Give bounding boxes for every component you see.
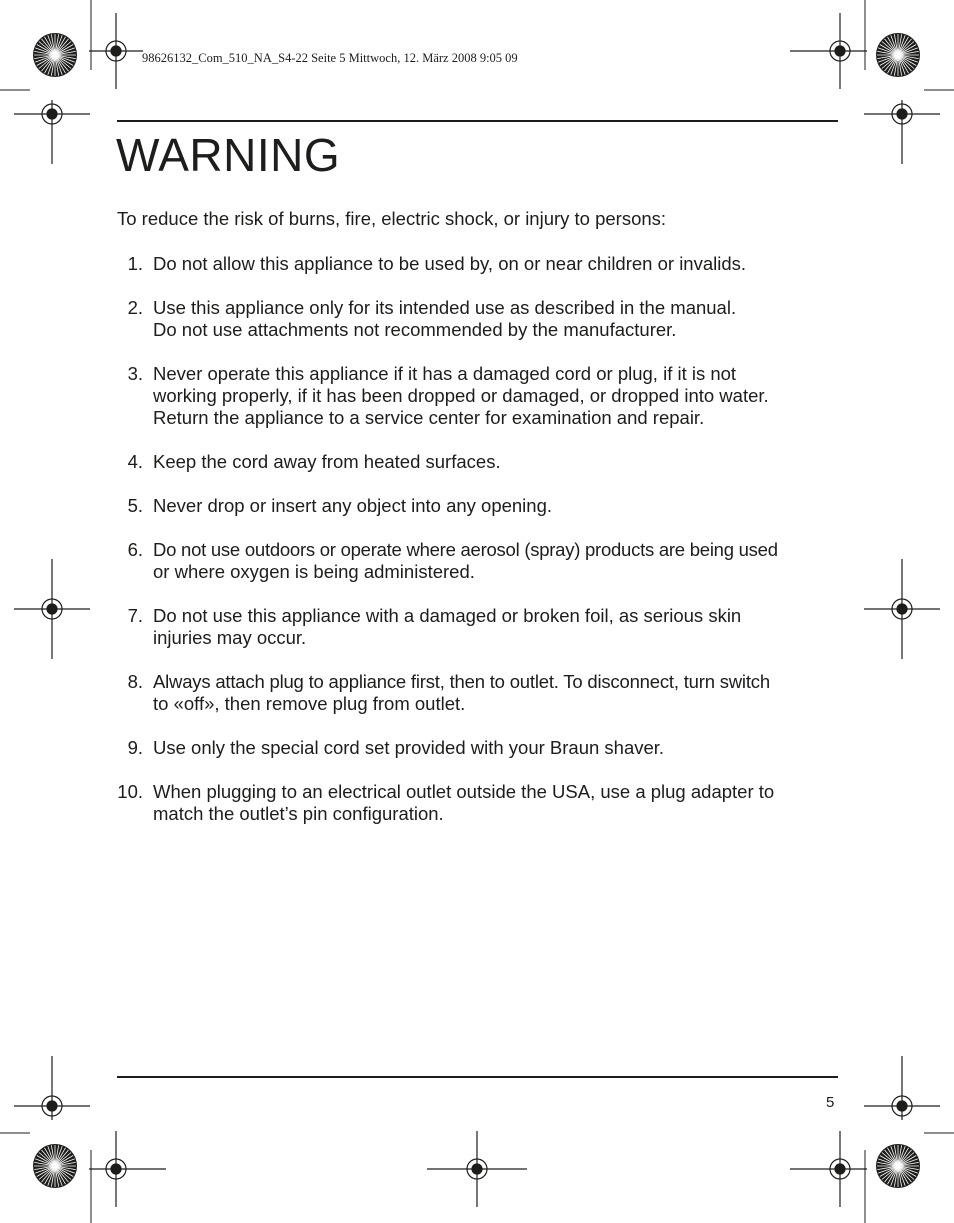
item-text: Never drop or insert any object into any opening. — [153, 495, 553, 516]
list-item — [117, 495, 839, 517]
list-item — [117, 539, 839, 583]
item-text-line: Do not use outdoors or operate where aerosol (spray) products are being used — [153, 539, 778, 560]
warning-list — [117, 253, 839, 847]
intro-text: To reduce the risk of burns, fire, electric shock, or injury to persons: — [117, 208, 667, 229]
item-text: Use only the special cord set provided with your Braun shaver. — [153, 737, 665, 758]
item-text: Keep the cord away from heated surfaces. — [153, 451, 501, 472]
item-text-line: Return the appliance to a service center for examination and repair. — [153, 407, 705, 428]
item-text-line: to «off», then remove plug from outlet. — [153, 693, 466, 714]
item-text-line: Never operate this appliance if it has a damaged cord or plug, if it is not — [153, 363, 737, 384]
print-slug: 98626132_Com_510_NA_S4-22 Seite 5 Mittwoch, 12. März 2008 9:05 09 — [142, 51, 518, 65]
item-text-line: or where oxygen is being administered. — [153, 561, 475, 582]
item-number: 1. — [127, 253, 143, 274]
item-number: 6. — [127, 539, 143, 560]
starburst-icon — [33, 1144, 77, 1188]
item-number: 7. — [127, 605, 143, 626]
item-number: 5. — [127, 495, 143, 516]
item-text-line: working properly, if it has been dropped or damaged, or dropped into water. — [153, 385, 769, 406]
item-number: 3. — [127, 363, 143, 384]
item-text-line: Do not use this appliance with a damaged or broken foil, as serious skin — [153, 605, 742, 626]
list-item — [117, 297, 839, 341]
starburst-icon — [33, 33, 77, 77]
page-number: 5 — [826, 1094, 835, 1111]
list-item — [117, 451, 839, 473]
list-item — [117, 737, 839, 759]
item-text-line: Always attach plug to appliance first, then to outlet. To disconnect, turn switch — [153, 671, 770, 692]
list-item — [117, 671, 839, 715]
list-item — [117, 253, 839, 275]
page-title: WARNING — [116, 129, 341, 181]
list-item — [117, 363, 839, 429]
item-text-line: When plugging to an electrical outlet outside the USA, use a plug adapter to — [153, 781, 775, 802]
item-text-line: Use this appliance only for its intended use as described in the manual. — [153, 297, 737, 318]
list-item — [117, 781, 839, 825]
starburst-icon — [876, 1144, 920, 1188]
item-text-line: match the outlet’s pin configuration. — [153, 803, 444, 824]
item-number: 4. — [127, 451, 143, 472]
list-item — [117, 605, 839, 649]
item-number: 10. — [117, 781, 143, 802]
item-number: 2. — [127, 297, 143, 318]
item-number: 8. — [127, 671, 143, 692]
bottom-rule — [117, 1076, 838, 1078]
item-number: 9. — [127, 737, 143, 758]
starburst-icon — [876, 33, 920, 77]
item-text-line: Do not use attachments not recommended by the manufacturer. — [153, 319, 677, 340]
item-text: Do not allow this appliance to be used by, on or near children or invalids. — [153, 253, 747, 274]
top-rule — [117, 120, 838, 122]
item-text-line: injuries may occur. — [153, 627, 307, 648]
